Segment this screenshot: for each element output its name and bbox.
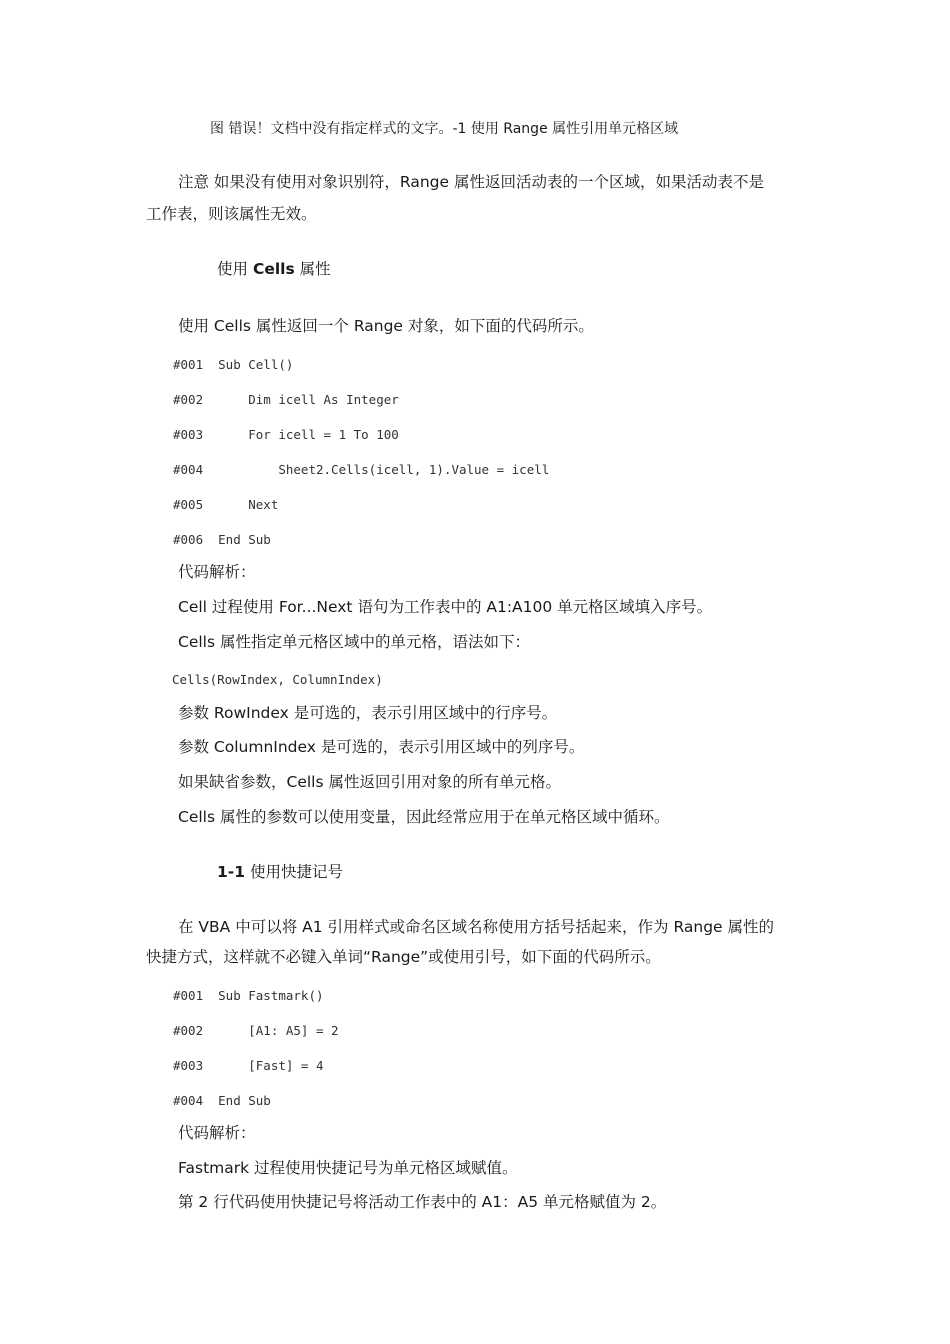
- analysis-text: Cells 属性指定单元格区域中的单元格，语法如下：: [178, 633, 530, 651]
- heading-text: 使用快捷记号: [245, 863, 343, 881]
- param-text: Cells 属性的参数可以使用变量，因此经常应用于在单元格区域中循环。: [178, 808, 670, 826]
- code-line: #001 Sub Fastmark(): [173, 988, 324, 1003]
- analysis-label: 代码解析：: [178, 563, 256, 581]
- analysis-label: 代码解析：: [178, 1124, 256, 1142]
- shortcut-intro-line-2: 快捷方式，这样就不必键入单词“Range”或使用引号，如下面的代码所示。: [146, 948, 661, 966]
- code-line: #002 [A1: A5] = 2: [173, 1023, 339, 1038]
- heading-bold-text: Cells: [252, 260, 295, 278]
- section-heading-cells: [217, 258, 331, 280]
- param-text: 参数 RowIndex 是可选的，表示引用区域中的行序号。: [178, 704, 558, 722]
- code-line: #002 Dim icell As Integer: [173, 392, 399, 407]
- code-line: #004 Sheet2.Cells(icell, 1).Value = icell: [173, 462, 550, 477]
- code-line: #005 Next: [173, 497, 279, 512]
- code-line: #006 End Sub: [173, 532, 271, 547]
- heading-text: 属性: [294, 260, 331, 278]
- param-text: 如果缺省参数，Cells 属性返回引用对象的所有单元格。: [178, 773, 561, 791]
- heading-bold-text: 1-1: [217, 863, 246, 881]
- shortcut-intro-line-1: 在 VBA 中可以将 A1 引用样式或命名区域名称使用方括号括起来，作为 Range 属性的: [178, 918, 774, 936]
- section-heading-shortcut: [217, 861, 343, 883]
- syntax-line: Cells(RowIndex, ColumnIndex): [172, 672, 383, 687]
- note-line-1: 注意 如果没有使用对象识别符，Range 属性返回活动表的一个区域，如果活动表不是: [178, 173, 764, 191]
- code-line: #003 For icell = 1 To 100: [173, 427, 399, 442]
- analysis-text: 第 2 行代码使用快捷记号将活动工作表中的 A1：A5 单元格赋值为 2。: [178, 1193, 667, 1211]
- analysis-text: Fastmark 过程使用快捷记号为单元格区域赋值。: [178, 1159, 518, 1177]
- note-line-2: 工作表，则该属性无效。: [146, 205, 317, 223]
- figure-caption: 图 错误！文档中没有指定样式的文字。-1 使用 Range 属性引用单元格区域: [210, 121, 679, 137]
- analysis-text: Cell 过程使用 For...Next 语句为工作表中的 A1:A100 单元格区域填入序号。: [178, 598, 713, 616]
- heading-text: 使用: [217, 260, 253, 278]
- code-line: #003 [Fast] = 4: [173, 1058, 324, 1073]
- cells-intro: 使用 Cells 属性返回一个 Range 对象，如下面的代码所示。: [178, 317, 594, 335]
- code-line: #004 End Sub: [173, 1093, 271, 1108]
- param-text: 参数 ColumnIndex 是可选的，表示引用区域中的列序号。: [178, 738, 585, 756]
- code-line: #001 Sub Cell(): [173, 357, 294, 372]
